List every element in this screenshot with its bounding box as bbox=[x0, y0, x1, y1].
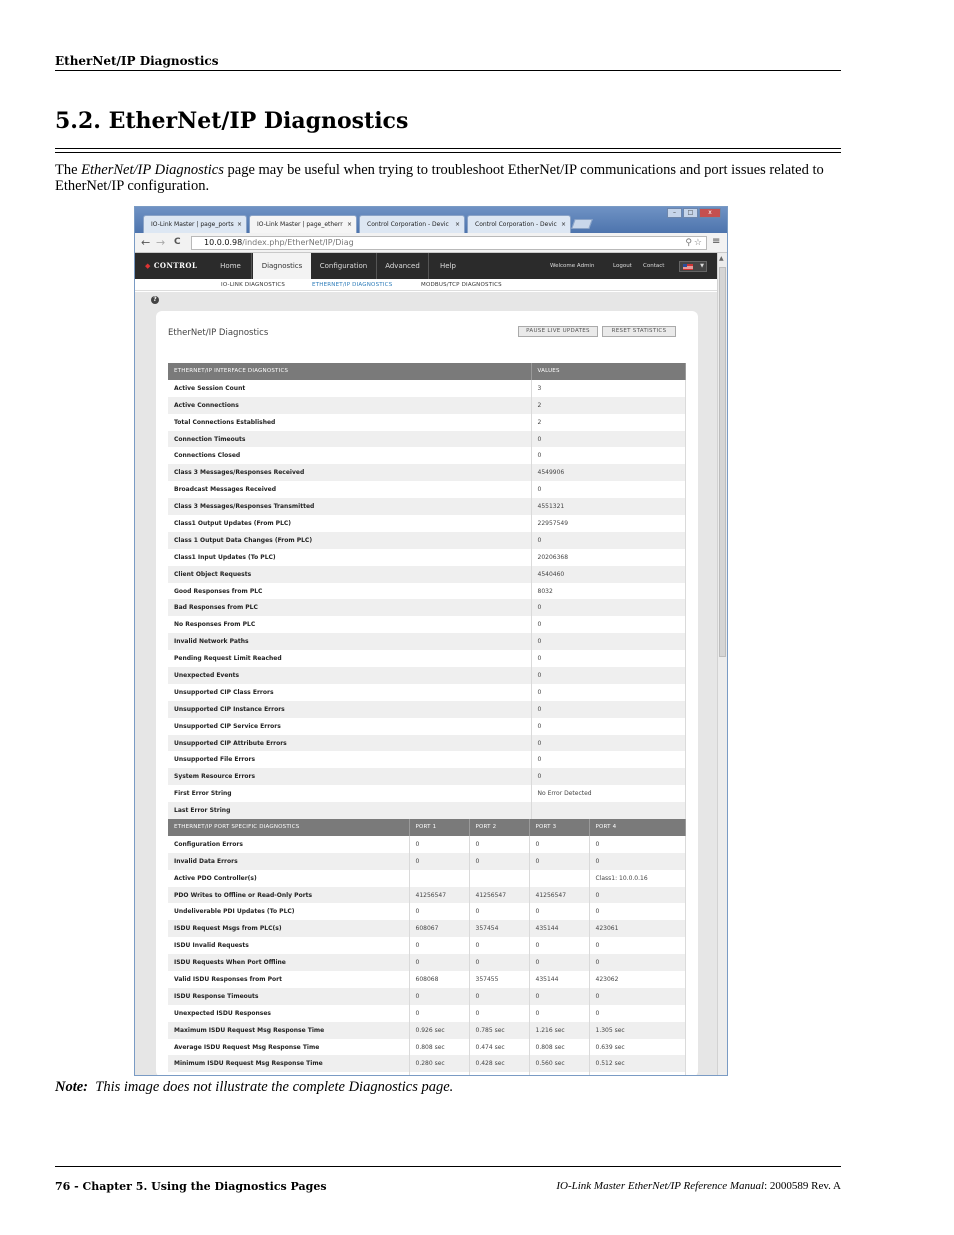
table-row bbox=[168, 447, 685, 464]
intro-page-name: EtherNet/IP Diagnostics bbox=[81, 162, 224, 178]
row-value: 423062 bbox=[589, 971, 685, 988]
row-value: 0.639 sec bbox=[589, 1039, 685, 1056]
row-value bbox=[469, 1072, 529, 1076]
table-row bbox=[168, 1005, 685, 1022]
table-row bbox=[168, 735, 685, 752]
row-label: Invalid Data Errors bbox=[168, 853, 409, 870]
table-row bbox=[168, 667, 685, 684]
table-row bbox=[168, 532, 685, 549]
row-value: 41256547 bbox=[409, 887, 469, 904]
row-value: 0 bbox=[589, 1005, 685, 1022]
table-row bbox=[168, 583, 685, 600]
row-value: 435144 bbox=[529, 971, 589, 988]
table-row bbox=[168, 718, 685, 735]
row-value: 0 bbox=[531, 532, 685, 549]
row-label: Class1 Input Updates (To PLC) bbox=[168, 549, 531, 566]
row-value: 8032 bbox=[531, 583, 685, 600]
row-value: 0 bbox=[409, 954, 469, 971]
nav-home[interactable]: Home bbox=[210, 253, 252, 279]
row-label: Class1 Output Updates (From PLC) bbox=[168, 515, 531, 532]
row-value: 41256547 bbox=[469, 887, 529, 904]
row-label: Class 3 Messages/Responses Transmitted bbox=[168, 498, 531, 515]
row-value: 0 bbox=[531, 735, 685, 752]
row-label: ISDU Response Timeouts bbox=[168, 988, 409, 1005]
tab-control-corp-2[interactable]: Control Corporation - Devic × bbox=[467, 215, 571, 233]
row-label: Active PDO Controller(s) bbox=[168, 870, 409, 887]
bookmark-star-icon[interactable]: ☆ bbox=[693, 238, 702, 248]
table-row bbox=[168, 903, 685, 920]
comtrol-logo: ◆ CONTROL bbox=[145, 261, 198, 270]
note-label: Note: bbox=[55, 1079, 89, 1095]
row-label: Unsupported CIP Class Errors bbox=[168, 684, 531, 701]
row-value: No Error Detected bbox=[531, 785, 685, 802]
nav-diagnostics[interactable]: Diagnostics bbox=[253, 253, 311, 279]
subnav-ethernet-ip[interactable]: ETHERNET/IP DIAGNOSTICS bbox=[312, 282, 393, 288]
row-label: Client Object Requests bbox=[168, 566, 531, 583]
row-value: 0 bbox=[409, 853, 469, 870]
row-label: Undeliverable PDI Updates (To PLC) bbox=[168, 903, 409, 920]
table-row bbox=[168, 937, 685, 954]
section-title: 5.2. EtherNet/IP Diagnostics bbox=[55, 108, 409, 134]
table-row bbox=[168, 464, 685, 481]
row-value: 0 bbox=[469, 1005, 529, 1022]
tab-control-corp-1[interactable]: Control Corporation - Devic × bbox=[359, 215, 465, 233]
table-row bbox=[168, 566, 685, 583]
row-label: ISDU Invalid Requests bbox=[168, 937, 409, 954]
row-value: 0 bbox=[589, 836, 685, 853]
row-label: Connections Closed bbox=[168, 447, 531, 464]
row-value: 0 bbox=[531, 701, 685, 718]
row-label: First Error String bbox=[168, 785, 531, 802]
browser-screenshot bbox=[134, 206, 728, 1076]
row-value: 0 bbox=[529, 954, 589, 971]
table-row bbox=[168, 887, 685, 904]
row-label: PDO Writes to Offline or Read-Only Ports bbox=[168, 887, 409, 904]
row-value: 0.560 sec bbox=[529, 1055, 589, 1072]
row-value bbox=[469, 870, 529, 887]
app-navbar bbox=[135, 253, 717, 279]
footer-manual-title: IO-Link Master EtherNet/IP Reference Manual bbox=[556, 1180, 765, 1192]
footer-rule bbox=[55, 1166, 841, 1167]
contact-link[interactable]: Contact bbox=[643, 263, 665, 269]
row-value: 0 bbox=[531, 633, 685, 650]
row-value: 0 bbox=[589, 887, 685, 904]
row-value: 0 bbox=[531, 768, 685, 785]
tab-ports[interactable]: IO-Link Master | page_ports × bbox=[143, 215, 247, 233]
port-diagnostics-table bbox=[168, 819, 686, 1076]
close-icon[interactable]: × bbox=[236, 221, 242, 228]
row-value: 0.808 sec bbox=[529, 1039, 589, 1056]
row-label: Total Connections Established bbox=[168, 414, 531, 431]
forward-icon[interactable]: → bbox=[156, 236, 166, 249]
address-bar bbox=[135, 233, 727, 253]
row-value: 0 bbox=[531, 599, 685, 616]
row-value: Class1: 10.0.0.16 bbox=[589, 870, 685, 887]
row-label: Pending Request Limit Reached bbox=[168, 650, 531, 667]
content-area bbox=[135, 292, 717, 1076]
row-value: 608068 bbox=[409, 971, 469, 988]
row-value: 20206368 bbox=[531, 549, 685, 566]
row-label: System Resource Errors bbox=[168, 768, 531, 785]
row-value: 0 bbox=[469, 954, 529, 971]
port-header-2: PORT 2 bbox=[469, 819, 529, 836]
intro-after: page may be useful when trying to troubleshoot EtherNet/IP communications and port issues related to EtherNet/IP configuration. bbox=[55, 162, 824, 194]
minimize-button[interactable]: – bbox=[667, 208, 682, 218]
row-value: 0 bbox=[469, 937, 529, 954]
interface-diagnostics-table bbox=[168, 363, 686, 819]
browser-titlebar bbox=[135, 207, 727, 233]
row-value: 0 bbox=[409, 988, 469, 1005]
intro-before: The bbox=[55, 162, 82, 178]
welcome-text: Welcome Admin bbox=[550, 263, 595, 269]
port-header-4: PORT 4 bbox=[589, 819, 685, 836]
row-value: 0 bbox=[589, 903, 685, 920]
table-row bbox=[168, 1055, 685, 1072]
row-value: 423061 bbox=[589, 920, 685, 937]
row-value: 0 bbox=[589, 988, 685, 1005]
table-row bbox=[168, 380, 685, 397]
url-input[interactable] bbox=[191, 236, 707, 250]
new-tab-button[interactable] bbox=[571, 219, 593, 229]
table-row bbox=[168, 549, 685, 566]
table-row bbox=[168, 633, 685, 650]
row-value: 2 bbox=[531, 414, 685, 431]
row-value: 0 bbox=[531, 447, 685, 464]
port-header-1: PORT 1 bbox=[409, 819, 469, 836]
row-label: Unexpected ISDU Responses bbox=[168, 1005, 409, 1022]
row-value: 0 bbox=[531, 650, 685, 667]
row-value: 0 bbox=[589, 954, 685, 971]
logo-mark-icon: ◆ bbox=[145, 261, 151, 270]
row-value: 0 bbox=[531, 616, 685, 633]
row-value: 608067 bbox=[409, 920, 469, 937]
row-value bbox=[529, 1072, 589, 1076]
row-label bbox=[168, 1072, 409, 1076]
row-value: 0 bbox=[409, 903, 469, 920]
url-path: /index.php/EtherNet/IP/Diag bbox=[242, 238, 354, 247]
row-value: 0 bbox=[469, 836, 529, 853]
close-icon[interactable]: × bbox=[560, 221, 566, 228]
table-row bbox=[168, 853, 685, 870]
row-value: 0 bbox=[529, 903, 589, 920]
row-label: Active Connections bbox=[168, 397, 531, 414]
row-value: 0.428 sec bbox=[469, 1055, 529, 1072]
interface-header-values: VALUES bbox=[531, 363, 685, 380]
table-row bbox=[168, 988, 685, 1005]
row-value: 0.474 sec bbox=[469, 1039, 529, 1056]
table-row bbox=[168, 701, 685, 718]
tab-ethernet-ip[interactable]: IO-Link Master | page_etherr × bbox=[249, 215, 357, 233]
subnav-io-link[interactable]: IO-LINK DIAGNOSTICS bbox=[221, 282, 286, 288]
row-value: 0.785 sec bbox=[469, 1022, 529, 1039]
table-row bbox=[168, 768, 685, 785]
row-value bbox=[409, 870, 469, 887]
row-value: 0.280 sec bbox=[409, 1055, 469, 1072]
row-value: 357455 bbox=[469, 971, 529, 988]
table-row bbox=[168, 414, 685, 431]
back-icon[interactable]: ← bbox=[141, 236, 151, 249]
nav-help[interactable]: Help bbox=[440, 262, 456, 270]
row-label: No Responses From PLC bbox=[168, 616, 531, 633]
row-value: 0 bbox=[409, 937, 469, 954]
row-value: 0 bbox=[529, 988, 589, 1005]
row-value: 22957549 bbox=[531, 515, 685, 532]
table-row bbox=[168, 515, 685, 532]
row-value bbox=[529, 870, 589, 887]
footer-chapter: 76 - Chapter 5. Using the Diagnostics Pages bbox=[55, 1180, 327, 1193]
row-value: 0 bbox=[529, 853, 589, 870]
chevron-down-icon: ▼ bbox=[700, 263, 704, 269]
row-value: 0 bbox=[469, 988, 529, 1005]
row-label: Invalid Network Paths bbox=[168, 633, 531, 650]
title-rule-top bbox=[55, 148, 841, 149]
url-host: 10.0.0.98 bbox=[204, 238, 243, 247]
table-row bbox=[168, 751, 685, 768]
row-value: 0 bbox=[531, 684, 685, 701]
row-label: Valid ISDU Responses from Port bbox=[168, 971, 409, 988]
row-label: Bad Responses from PLC bbox=[168, 599, 531, 616]
table-row bbox=[168, 870, 685, 887]
intro-paragraph bbox=[55, 162, 841, 194]
row-value: 0 bbox=[409, 836, 469, 853]
table-row bbox=[168, 616, 685, 633]
table-row bbox=[168, 650, 685, 667]
row-value: 435144 bbox=[529, 920, 589, 937]
page-viewport bbox=[135, 253, 717, 1076]
row-label: Active Session Count bbox=[168, 380, 531, 397]
vertical-scrollbar[interactable] bbox=[717, 253, 727, 1076]
row-value bbox=[409, 1072, 469, 1076]
row-value: 4549906 bbox=[531, 464, 685, 481]
close-icon[interactable]: × bbox=[454, 221, 460, 228]
close-icon[interactable]: × bbox=[346, 221, 352, 228]
zoom-icon[interactable]: ⚲ bbox=[685, 238, 692, 248]
table-row bbox=[168, 431, 685, 448]
table-row bbox=[168, 1022, 685, 1039]
row-value: 3 bbox=[531, 380, 685, 397]
row-value: 0 bbox=[529, 1005, 589, 1022]
row-value: 4551321 bbox=[531, 498, 685, 515]
diagnostics-panel bbox=[156, 311, 698, 1076]
diagnostics-subnav bbox=[135, 279, 717, 291]
table-row bbox=[168, 481, 685, 498]
row-value: 2 bbox=[531, 397, 685, 414]
pause-live-updates-button[interactable]: PAUSE LIVE UPDATES bbox=[518, 326, 598, 337]
panel-title: EtherNet/IP Diagnostics bbox=[168, 328, 269, 338]
logout-link[interactable]: Logout bbox=[613, 263, 632, 269]
table-row bbox=[168, 954, 685, 971]
row-value: 0 bbox=[531, 431, 685, 448]
row-value: 0 bbox=[529, 937, 589, 954]
table-row bbox=[168, 836, 685, 853]
nav-configuration[interactable]: Configuration bbox=[311, 253, 377, 279]
row-label: Unsupported File Errors bbox=[168, 751, 531, 768]
table-row bbox=[168, 920, 685, 937]
row-label: Minimum ISDU Request Msg Response Time bbox=[168, 1055, 409, 1072]
row-label: Unsupported CIP Instance Errors bbox=[168, 701, 531, 718]
row-value: 0 bbox=[531, 718, 685, 735]
figure-note bbox=[55, 1079, 453, 1096]
table-row bbox=[168, 802, 685, 819]
table-row bbox=[168, 785, 685, 802]
row-value: 0 bbox=[531, 667, 685, 684]
row-value: 0 bbox=[589, 853, 685, 870]
table-row bbox=[168, 498, 685, 515]
footer-manual bbox=[556, 1180, 841, 1192]
subnav-modbus-tcp[interactable]: MODBUS/TCP DIAGNOSTICS bbox=[421, 282, 502, 288]
reload-icon[interactable]: C bbox=[174, 237, 181, 247]
row-label: Last Error String bbox=[168, 802, 531, 819]
row-label: Maximum ISDU Request Msg Response Time bbox=[168, 1022, 409, 1039]
table-row bbox=[168, 1072, 685, 1076]
language-selector[interactable] bbox=[679, 261, 707, 272]
nav-advanced[interactable]: Advanced bbox=[377, 253, 429, 279]
maximize-button[interactable]: □ bbox=[683, 208, 698, 218]
row-value: 0 bbox=[531, 751, 685, 768]
row-value: 0.926 sec bbox=[409, 1022, 469, 1039]
row-value: 0 bbox=[469, 903, 529, 920]
row-value: 0.808 sec bbox=[409, 1039, 469, 1056]
row-label: Connection Timeouts bbox=[168, 431, 531, 448]
row-value: 4540460 bbox=[531, 566, 685, 583]
row-label: Average ISDU Request Msg Response Time bbox=[168, 1039, 409, 1056]
row-label: Configuration Errors bbox=[168, 836, 409, 853]
row-value bbox=[589, 1072, 685, 1076]
table-row bbox=[168, 684, 685, 701]
row-value: 41256547 bbox=[529, 887, 589, 904]
note-text: This image does not illustrate the complete Diagnostics page. bbox=[95, 1079, 454, 1095]
row-label: Unsupported CIP Attribute Errors bbox=[168, 735, 531, 752]
table-row bbox=[168, 397, 685, 414]
row-label: Good Responses from PLC bbox=[168, 583, 531, 600]
row-value: 0 bbox=[409, 1005, 469, 1022]
row-value: 0 bbox=[529, 836, 589, 853]
us-flag-icon bbox=[683, 264, 693, 270]
browser-menu-icon[interactable]: ≡ bbox=[712, 236, 721, 247]
header-rule bbox=[55, 70, 841, 71]
row-label: Class 3 Messages/Responses Received bbox=[168, 464, 531, 481]
row-value: 0 bbox=[531, 481, 685, 498]
table-row bbox=[168, 971, 685, 988]
table-row bbox=[168, 599, 685, 616]
row-value: 0 bbox=[469, 853, 529, 870]
running-header: EtherNet/IP Diagnostics bbox=[55, 54, 219, 68]
port-header-3: PORT 3 bbox=[529, 819, 589, 836]
row-value: 1.305 sec bbox=[589, 1022, 685, 1039]
window-close-button[interactable]: x bbox=[699, 208, 721, 218]
title-rule-bottom bbox=[55, 152, 841, 153]
scrollbar-thumb[interactable] bbox=[719, 267, 726, 657]
port-header-label: ETHERNET/IP PORT SPECIFIC DIAGNOSTICS bbox=[168, 819, 409, 836]
row-value: 1.216 sec bbox=[529, 1022, 589, 1039]
window-controls bbox=[667, 208, 721, 218]
row-value: 0 bbox=[589, 937, 685, 954]
table-row bbox=[168, 1039, 685, 1056]
row-value: 0.512 sec bbox=[589, 1055, 685, 1072]
interface-header-label: ETHERNET/IP INTERFACE DIAGNOSTICS bbox=[168, 363, 531, 380]
row-label: Class 1 Output Data Changes (From PLC) bbox=[168, 532, 531, 549]
row-label: ISDU Requests When Port Offline bbox=[168, 954, 409, 971]
row-label: Broadcast Messages Received bbox=[168, 481, 531, 498]
row-label: Unexpected Events bbox=[168, 667, 531, 684]
row-value bbox=[531, 802, 685, 819]
row-label: ISDU Request Msgs from PLC(s) bbox=[168, 920, 409, 937]
scroll-up-icon[interactable]: ▲ bbox=[719, 255, 724, 262]
help-icon[interactable]: ? bbox=[151, 296, 159, 304]
row-value: 357454 bbox=[469, 920, 529, 937]
footer-manual-rev: : 2000589 Rev. A bbox=[764, 1180, 841, 1192]
reset-statistics-button[interactable]: RESET STATISTICS bbox=[602, 326, 676, 337]
row-label: Unsupported CIP Service Errors bbox=[168, 718, 531, 735]
